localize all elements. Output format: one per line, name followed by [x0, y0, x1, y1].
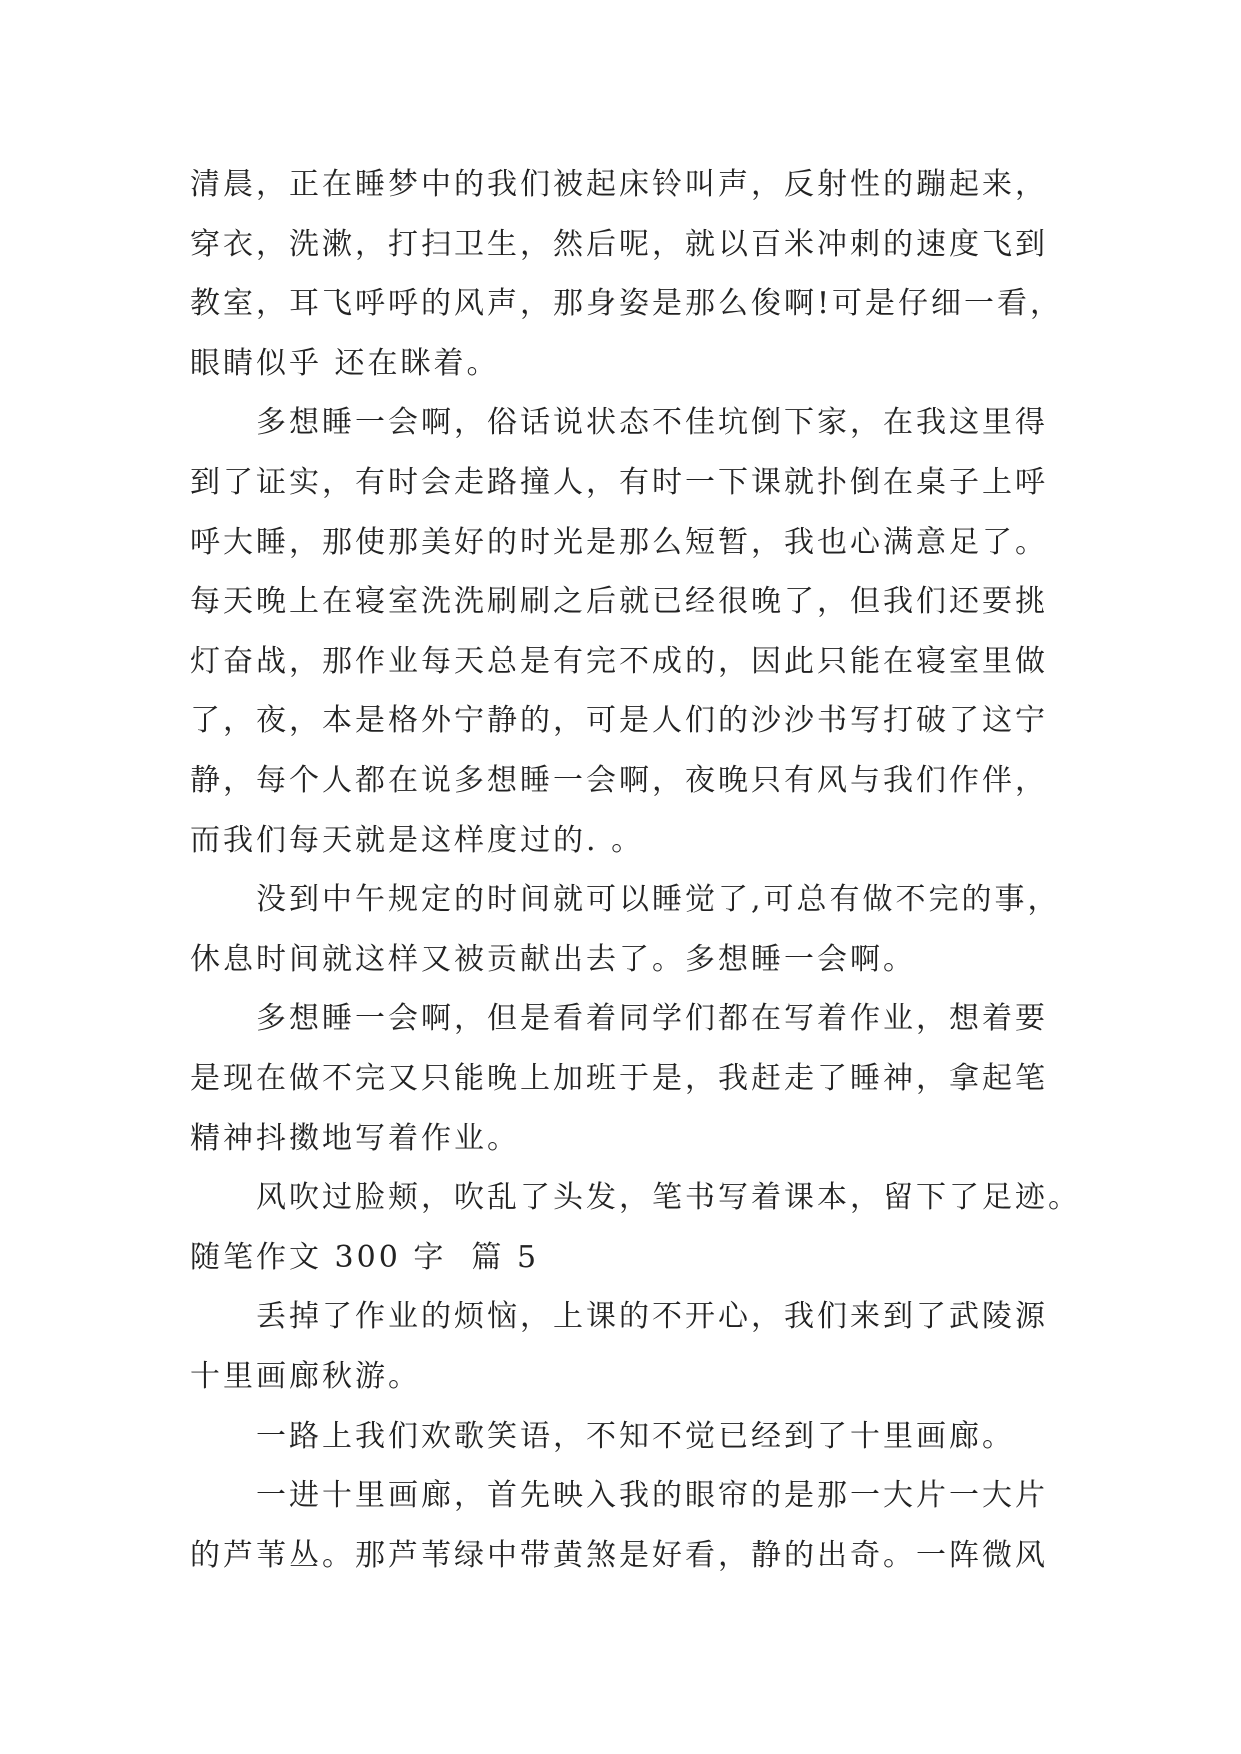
section-heading: 随笔作文 300 字 篇 5 — [190, 1240, 540, 1275]
text-line: 每天晚上在寝室洗洗刷刷之后就已经很晚了，但我们还要挑 — [190, 584, 1048, 619]
text-line: 了，夜，本是格外宁静的，可是人们的沙沙书写打破了这宁 — [190, 703, 1048, 738]
text-line: 多想睡一会啊，但是看着同学们都在写着作业，想着要 — [190, 1001, 1048, 1036]
text-line: 精神抖擞地写着作业。 — [190, 1121, 520, 1156]
text-line: 灯奋战，那作业每天总是有完不成的，因此只能在寝室里做 — [190, 644, 1048, 679]
text-line: 多想睡一会啊，俗话说状态不佳坑倒下家，在我这里得 — [190, 405, 1048, 440]
text-line: 一路上我们欢歌笑语，不知不觉已经到了十里画廊。 — [190, 1419, 1015, 1454]
text-line: 是现在做不完又只能晚上加班于是，我赶走了睡神，拿起笔 — [190, 1061, 1048, 1096]
text-line: 教室，耳飞呼呼的风声，那身姿是那么俊啊!可是仔细一看， — [190, 286, 1064, 321]
text-line: 呼大睡，那使那美好的时光是那么短暂，我也心满意足了。 — [190, 525, 1048, 560]
text-line: 休息时间就这样又被贡献出去了。多想睡一会啊。 — [190, 942, 916, 977]
text-line: 风吹过脸颊，吹乱了头发，笔书写着课本，留下了足迹。 — [190, 1180, 1081, 1215]
text-line: 的芦苇丛。那芦苇绿中带黄煞是好看，静的出奇。一阵微风 — [190, 1538, 1048, 1573]
text-line: 而我们每天就是这样度过的. 。 — [190, 823, 645, 858]
text-line: 到了证实，有时会走路撞人，有时一下课就扑倒在桌子上呼 — [190, 465, 1048, 500]
text-line: 清晨，正在睡梦中的我们被起床铃叫声，反射性的蹦起来， — [190, 167, 1048, 202]
text-line: 穿衣，洗漱，打扫卫生，然后呢，就以百米冲刺的速度飞到 — [190, 227, 1048, 262]
text-line: 静，每个人都在说多想睡一会啊，夜晚只有风与我们作伴， — [190, 763, 1048, 798]
text-line: 十里画廊秋游。 — [190, 1359, 421, 1394]
text-line: 丢掉了作业的烦恼，上课的不开心，我们来到了武陵源 — [190, 1299, 1048, 1334]
text-line: 眼睛似乎 还在眯着。 — [190, 346, 500, 381]
text-line: 没到中午规定的时间就可以睡觉了,可总有做不完的事， — [190, 882, 1061, 917]
text-line: 一进十里画廊，首先映入我的眼帘的是那一大片一大片 — [190, 1478, 1048, 1513]
